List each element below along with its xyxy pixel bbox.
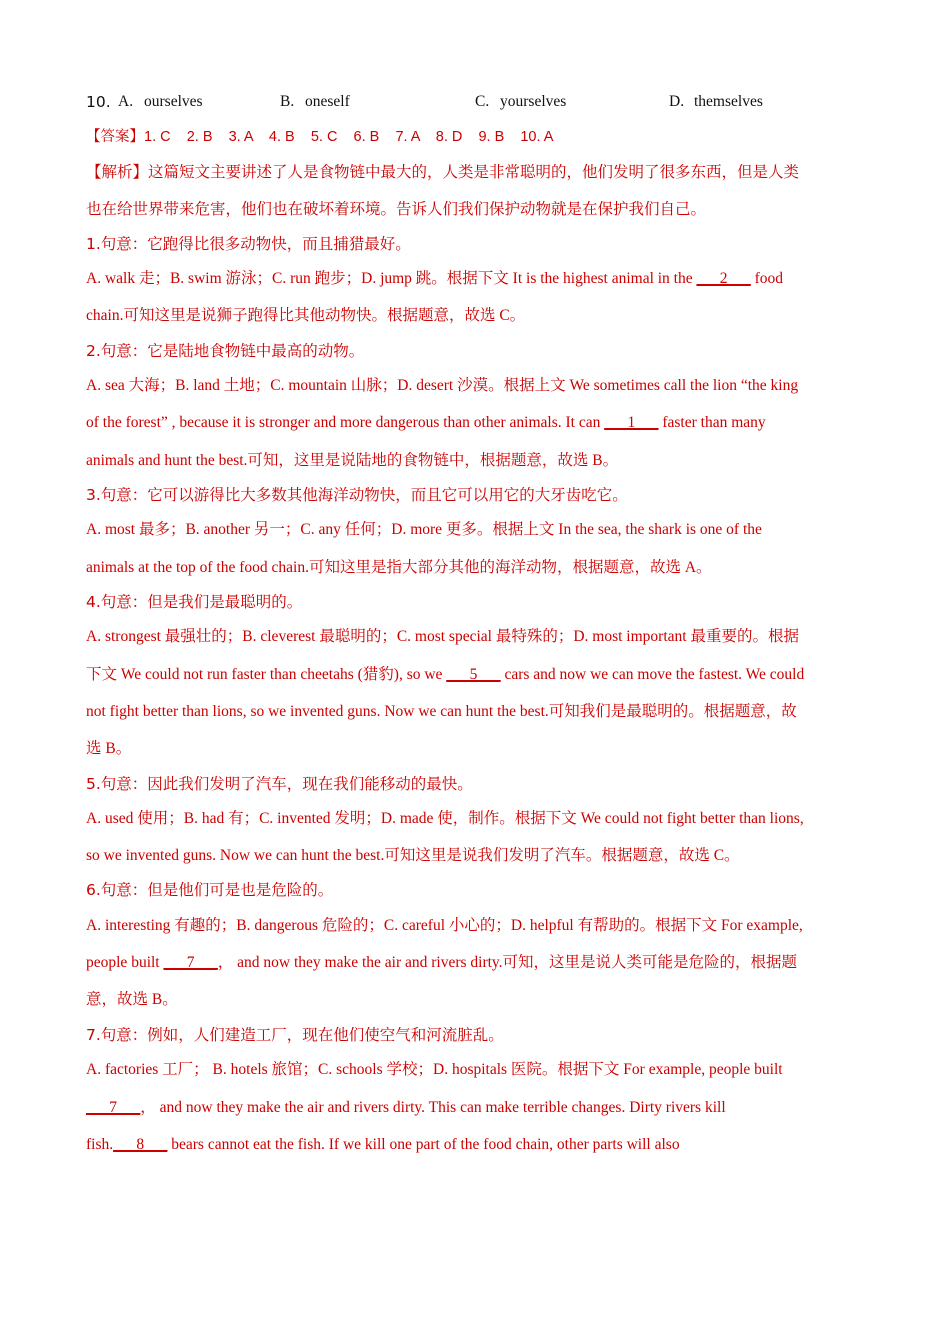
analysis-summary-line-1: 【解析】这篇短文主要讲述了人是食物链中最大的，人类是非常聪明的，他们发明了很多东西，但是人类 — [86, 163, 800, 181]
q7-line-2: ___7___， and now they make the air and rivers dirty. This can make terrible changes. Dirty rivers kill — [86, 1099, 726, 1116]
q4-line-3: not fight better than lions, so we invented guns. Now we can hunt the best.可知我们是最聪明的。根据题意，故 — [86, 703, 797, 720]
q5-line-2: so we invented guns. Now we can hunt the best.可知这里是说我们发明了汽车。根据题意，故选 C。 — [86, 847, 740, 864]
q6-line-2: people built ___7___， and now they make the air and rivers dirty.可知，这里是说人类可能是危险的，根据题 — [86, 954, 798, 971]
blank-7: ___7___ — [86, 1099, 141, 1116]
q5-title: 5.句意：因此我们发明了汽车，现在我们能移动的最快。 — [86, 775, 473, 793]
q4-line-4: 选 B。 — [86, 740, 132, 757]
blank-5: ___5___ — [446, 666, 501, 683]
q6-line-1: A. interesting 有趣的；B. dangerous 危险的；C. careful 小心的；D. helpful 有帮助的。根据下文 For example, — [86, 917, 803, 934]
option-a-letter: A. — [118, 93, 134, 110]
q2-line-2: of the forest” , because it is stronger and more dangerous than other animals. It can ___1___ faster than many — [86, 414, 766, 431]
q4-line-1: A. strongest 最强壮的；B. cleverest 最聪明的；C. most special 最特殊的；D. most important 最重要的。根据 — [86, 628, 799, 645]
blank-1: ___1___ — [604, 414, 659, 431]
q6-title: 6.句意：但是他们可是也是危险的。 — [86, 881, 334, 899]
q3-title: 3.句意：它可以游得比大多数其他海洋动物快，而且它可以用它的大牙齿吃它。 — [86, 486, 628, 504]
q6-line-3: 意，故选 B。 — [86, 991, 178, 1008]
blank-2: ___2___ — [696, 270, 751, 287]
option-d-text: themselves — [694, 93, 763, 110]
q1-title: 1.句意：它跑得比很多动物快，而且捕猎最好。 — [86, 235, 411, 253]
q4-title: 4.句意：但是我们是最聪明的。 — [86, 593, 303, 611]
q2-line-3: animals and hunt the best.可知，这里是说陆地的食物链中，根据题意，故选 B。 — [86, 452, 619, 469]
option-c-letter: C. — [475, 93, 490, 110]
option-a-text: ourselves — [144, 93, 203, 110]
q7-line-3: fish.___8___ bears cannot eat the fish. If we kill one part of the food chain, other parts will also — [86, 1136, 680, 1153]
q2-line-1: A. sea 大海；B. land 土地；C. mountain 山脉；D. desert 沙漠。根据上文 We sometimes call the lion “the king — [86, 377, 799, 394]
q1-line-2: chain.可知这里是说狮子跑得比其他动物快。根据题意，故选 C。 — [86, 307, 526, 324]
option-b-text: oneself — [305, 93, 350, 110]
blank-7: ___7___ — [163, 954, 218, 971]
answer-label: 【答案】 — [86, 129, 144, 145]
answer-keys: 1. C 2. B 3. A 4. B 5. C 6. B 7. A 8. D 9. B 10. A — [144, 129, 554, 145]
q3-line-2: animals at the top of the food chain.可知这里是指大部分其他的海洋动物，根据题意，故选 A。 — [86, 559, 712, 576]
analysis-summary-line-2: 也在给世界带来危害，他们也在破坏着环境。告诉人们我们保护动物就是在保护我们自己。 — [86, 200, 707, 218]
option-b-letter: B. — [280, 93, 295, 110]
q4-line-2: 下文 We could not run faster than cheetahs (猎豹), so we ___5___ cars and now we can move the fastest. We could — [86, 666, 805, 683]
q1-line-1: A. walk 走；B. swim 游泳；C. run 跑步；D. jump 跳。根据下文 It is the highest animal in the ___2___ food — [86, 270, 784, 287]
question-number: 10. — [86, 93, 111, 111]
blank-8: ___8___ — [113, 1136, 168, 1153]
analysis-label: 【解析】 — [86, 163, 149, 181]
q5-line-1: A. used 使用；B. had 有；C. invented 发明；D. made 使，制作。根据下文 We could not fight better than lions, — [86, 810, 804, 827]
q7-line-1: A. factories 工厂； B. hotels 旅馆；C. schools 学校；D. hospitals 医院。根据下文 For example, people built — [86, 1061, 783, 1078]
answer-key — [86, 127, 870, 147]
q7-title: 7.句意：例如，人们建造工厂，现在他们使空气和河流脏乱。 — [86, 1026, 504, 1044]
q2-title: 2.句意：它是陆地食物链中最高的动物。 — [86, 342, 365, 360]
option-c-text: yourselves — [500, 93, 567, 110]
q3-line-1: A. most 最多；B. another 另一；C. any 任何；D. more 更多。根据上文 In the sea, the shark is one of the — [86, 521, 762, 538]
option-d-letter: D. — [669, 93, 685, 110]
